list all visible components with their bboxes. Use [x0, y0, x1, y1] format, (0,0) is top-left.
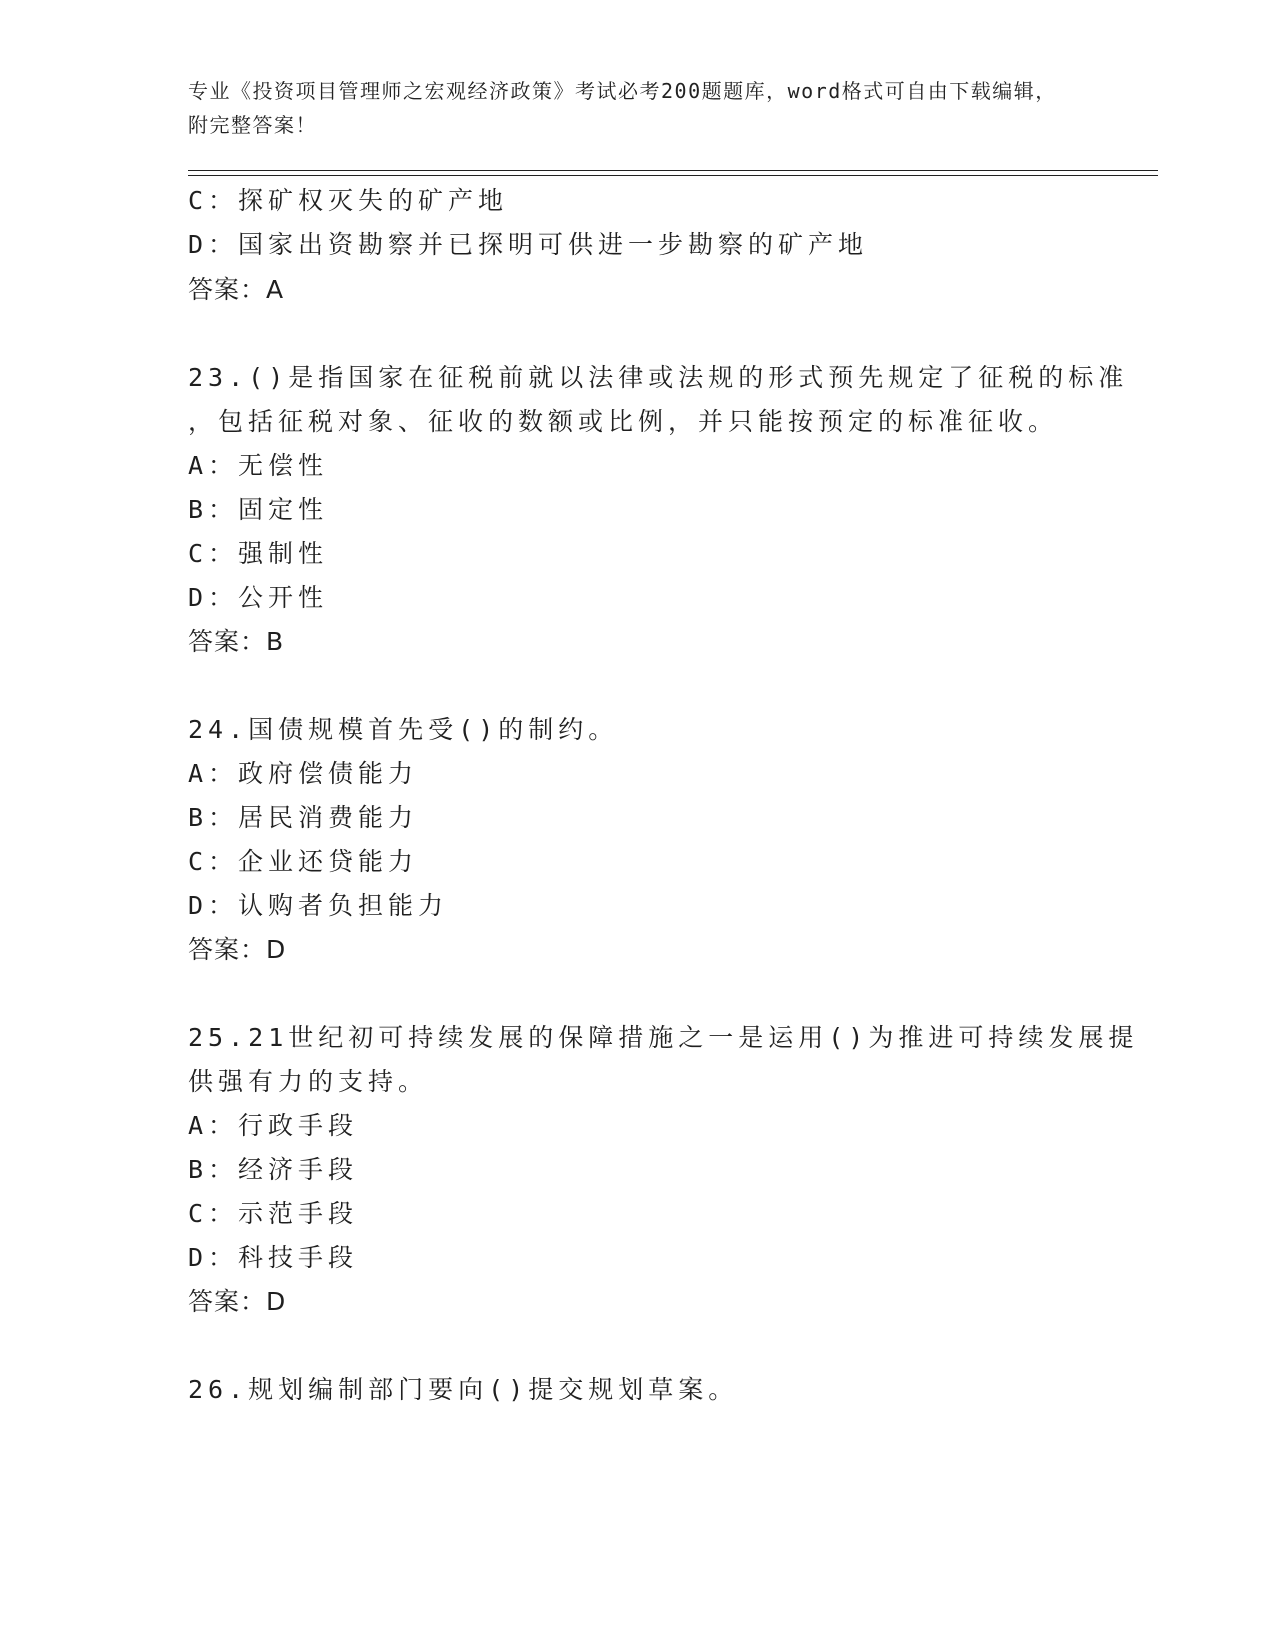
- q22-option-c: C：探矿权灭失的矿产地: [188, 186, 509, 215]
- q24-option-a: A：政府偿债能力: [188, 759, 419, 788]
- q25-stem-line1: 25.21世纪初可持续发展的保障措施之一是运用()为推进可持续发展提: [188, 1023, 1139, 1052]
- q23-option-d: D：公开性: [188, 583, 329, 612]
- q22-answer: 答案：A: [188, 275, 285, 304]
- q22-option-d: D：国家出资勘察并已探明可供进一步勘察的矿产地: [188, 230, 869, 259]
- q26-stem-line1: 26.规划编制部门要向()提交规划草案。: [188, 1375, 739, 1404]
- q25-answer: 答案：D: [188, 1287, 287, 1316]
- q24-option-b: B：居民消费能力: [188, 803, 419, 832]
- q25-option-d: D：科技手段: [188, 1243, 359, 1272]
- q23-stem-line2: ，包括征税对象、征收的数额或比例，并只能按预定的标准征收。: [188, 407, 1059, 436]
- q24-option-d: D：认购者负担能力: [188, 891, 449, 920]
- q25-stem-line2: 供强有力的支持。: [188, 1067, 429, 1096]
- document-header: 专业《投资项目管理师之宏观经济政策》考试必考200题题库，word格式可自由下载编辑，附完整答案！: [188, 79, 1057, 137]
- q24-stem-line1: 24.国债规模首先受()的制约。: [188, 715, 619, 744]
- q25-option-b: B：经济手段: [188, 1155, 359, 1184]
- q24-answer: 答案：D: [188, 935, 287, 964]
- q23-stem-line1: 23.()是指国家在征税前就以法律或法规的形式预先规定了征税的标准: [188, 363, 1129, 392]
- header-rule-top: [188, 170, 1158, 171]
- q24-option-c: C：企业还贷能力: [188, 847, 419, 876]
- q25-option-c: C：示范手段: [188, 1199, 359, 1228]
- q23-option-c: C：强制性: [188, 539, 329, 568]
- q23-option-b: B：固定性: [188, 495, 329, 524]
- q25-option-a: A：行政手段: [188, 1111, 359, 1140]
- q23-answer: 答案：B: [188, 627, 285, 656]
- header-rule-bottom: [188, 175, 1158, 176]
- q23-option-a: A：无偿性: [188, 451, 329, 480]
